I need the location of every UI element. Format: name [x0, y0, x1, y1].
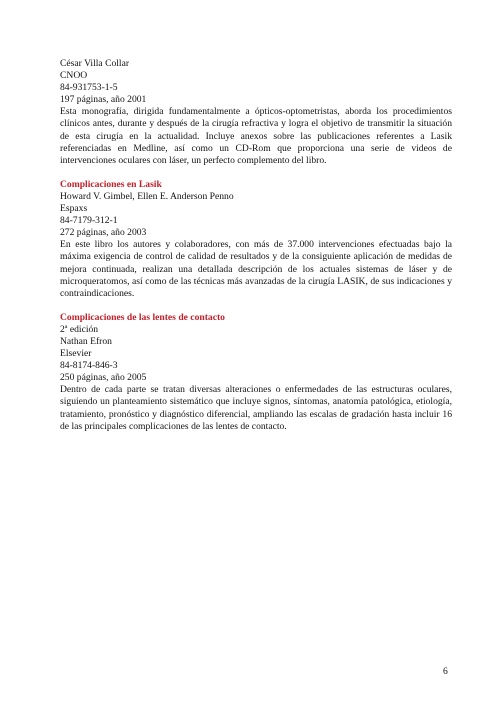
book-pages-year: 272 páginas, año 2003: [60, 227, 147, 239]
book-publisher: Elsevier: [60, 348, 92, 360]
book-pages-year: 250 páginas, año 2005: [60, 372, 147, 384]
page-number: 6: [443, 666, 448, 677]
book-author: Nathan Efron: [60, 335, 112, 347]
book-author: César Villa Collar: [60, 58, 130, 69]
book-isbn: 84-7179-312-1: [60, 215, 118, 227]
book-description: En este libro los autores y colaboradores, con más de 37.000 intervenciones efectuadas bajo la máxima exigencia de control de calidad de resultados y de la consiguiente aplicación de medidas de mejora continuada, realizan una detallada descripción de los actuales sistemas de láser y de microqueratomos, así como de las técnicas más avanzadas de la cirugía LASIK, de sus indicaciones y contraindicaciones.: [60, 239, 452, 299]
book-publisher: Espaxs: [60, 203, 88, 215]
book-author: Howard V. Gimbel, Ellen E. Anderson Penno: [60, 190, 234, 202]
book-entry-1: [60, 58, 452, 167]
book-entry-2: [60, 179, 452, 300]
book-isbn: 84-8174-846-3: [60, 360, 118, 372]
book-isbn: 84-931753-1-5: [60, 82, 118, 94]
book-pages-year: 197 páginas, año 2001: [60, 94, 147, 106]
book-publisher: CNOO: [60, 70, 88, 82]
document-body: [60, 58, 452, 445]
book-title: Complicaciones en Lasik: [60, 178, 162, 190]
book-description: Dentro de cada parte se tratan diversas alteraciones o enfermedades de las estructuras oculares, siguiendo un planteamiento sistemático que incluye signos, síntomas, anatomía patológica, etiología, tratamiento, pronóstico y diagnóstico diferencial, ampliando las escalas de gradación hasta incluir 16 de las principales complicaciones de las lentes de contacto.: [60, 384, 452, 432]
book-description: Esta monografía, dirigida fundamentalmente a ópticos-optometristas, aborda los procedimientos clínicos antes, durante y después de la cirugía refractiva y logra el objetivo de transmitir la situación de esta cirugía en la actualidad. Incluye anexos sobre las publicaciones referentes a Lasik referenciadas en Medline, así como un CD-Rom que proporciona una serie de videos de intervenciones oculares con láser, un perfecto complemento del libro.: [60, 106, 452, 166]
book-edition: 2ª edición: [60, 323, 99, 335]
book-entry-3: [60, 312, 452, 433]
book-title: Complicaciones de las lentes de contacto: [60, 311, 225, 323]
